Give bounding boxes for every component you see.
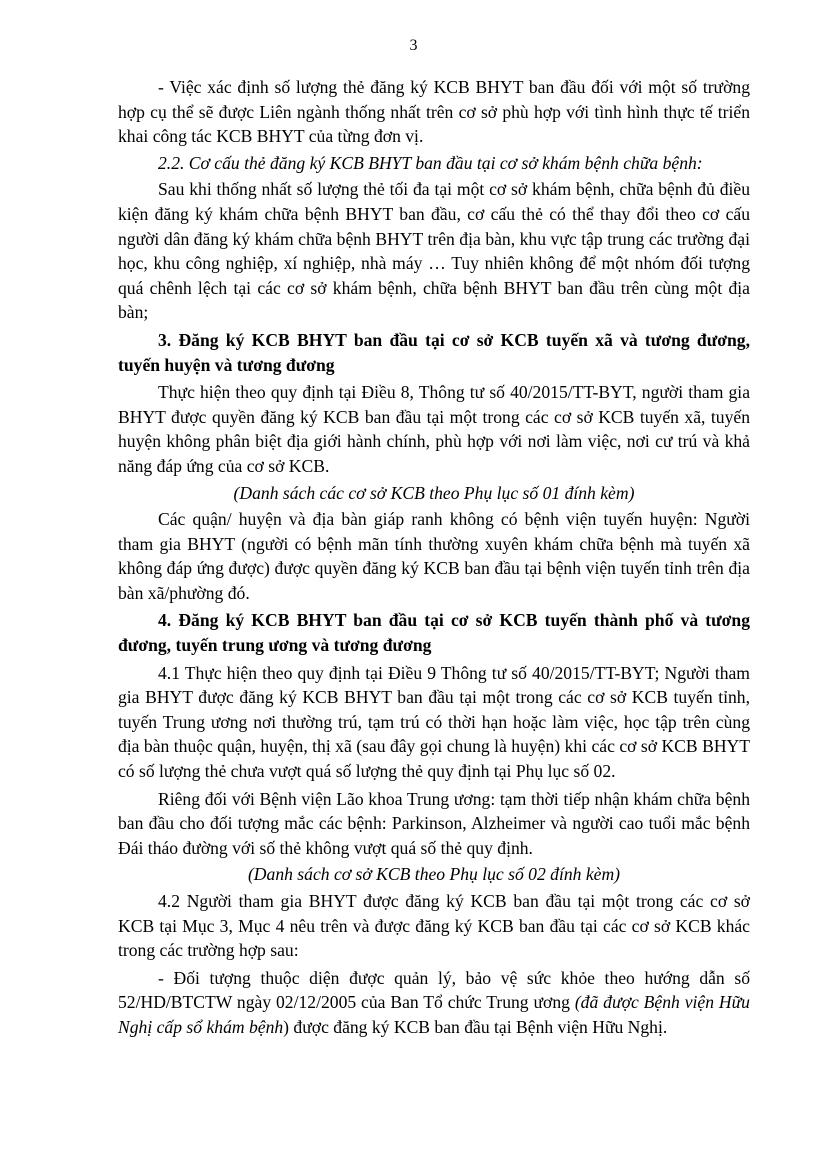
huu-nghi-text-start: - Đối tượng thuộc diện được quản lý, bảo vệ sức khỏe theo hướng dẫn số 52/HD/BTCTW ngày 02/12/2005 của Ban Tổ chức Trung ương: [118, 967, 750, 1013]
document-body: [118, 75, 750, 1040]
page-number: 3: [409, 37, 418, 54]
paragraph-4-2: 4.2 Người tham gia BHYT được đăng ký KCB ban đầu tại một trong các cơ sở KCB tại Mục 3, Mục 4 nêu trên và được đăng ký KCB ban đầu tại các cơ sở KCB khác trong các trường hợp sau:: [118, 891, 750, 961]
huu-nghi-text-italic: (đã được Bệnh viện Hữu Nghị cấp sổ khám bệnh: [118, 992, 750, 1037]
paragraph-huu-nghi: [118, 966, 750, 1040]
paragraph-card-structure: Sau khi thống nhất số lượng thẻ tối đa tại một cơ sở khám bệnh, chữa bệnh đủ điều kiện đăng ký khám chữa bệnh BHYT ban đầu, cơ cấu thẻ có thể thay đổi theo cơ cấu người dân đăng ký khám chữa bệnh BHYT trên địa bàn, khu vực tập trung các trường đại học, khu công nghiệp, xí nghiệp, nhà máy … Tuy nhiên không để một nhóm đối tượng quá chênh lệch tại các cơ sở khám bệnh, chữa bệnh BHYT ban đầu trên cùng một địa bàn;: [118, 179, 750, 323]
paragraph-geriatric-hospital: Riêng đối với Bệnh viện Lão khoa Trung ương: tạm thời tiếp nhận khám chữa bệnh ban đầu cho đối tượng mắc các bệnh: Parkinson, Alzheimer và người cao tuổi mắc bệnh Đái tháo đường với số thẻ không vượt quá số thẻ quy định.: [118, 788, 750, 858]
paragraph-bhyt-card-count: - Việc xác định số lượng thẻ đăng ký KCB BHYT ban đầu đối với một số trường hợp cụ thể sẽ được Liên ngành thống nhất trên cơ sở phù hợp với tình hình thực tế triển khai công tác KCB BHYT của từng đơn vị.: [118, 77, 750, 147]
paragraph-border-districts: Các quận/ huyện và địa bàn giáp ranh không có bệnh viện tuyến huyện: Người tham gia BHYT (người có bệnh mãn tính thường xuyên khám chữa bệnh mà tuyến xã không đáp ứng được) được quyền đăng ký KCB ban đầu tại bệnh viện tuyến tỉnh trên địa bàn xã/phường đó.: [118, 509, 750, 603]
huu-nghi-text-end: ) được đăng ký KCB ban đầu tại Bệnh viện Hữu Nghị.: [283, 1016, 668, 1037]
heading-2-2: 2.2. Cơ cấu thẻ đăng ký KCB BHYT ban đầu tại cơ sở khám bệnh chữa bệnh:: [158, 152, 703, 173]
paragraph-article-8: Thực hiện theo quy định tại Điều 8, Thông tư số 40/2015/TT-BYT, người tham gia BHYT được quyền đăng ký KCB ban đầu tại một trong các cơ sở KCB tuyến xã, tuyến huyện không phân biệt địa giới hành chính, phù hợp với nơi làm việc, nơi cư trú và khả năng đáp ứng của cơ sở KCB.: [118, 382, 750, 476]
paragraph-4-1: 4.1 Thực hiện theo quy định tại Điều 9 Thông tư số 40/2015/TT-BYT; Người tham gia BHYT được đăng ký KCB BHYT ban đầu tại một trong các cơ sở KCB tuyến tỉnh, tuyến Trung ương nơi thường trú, tạm trú có thời hạn hoặc làm việc, học tập trên cùng địa bàn thuộc quận, huyện, thị xã (sau đây gọi chung là huyện) khi các cơ sở KCB BHYT có số lượng thẻ chưa vượt quá số lượng thẻ quy định tại Phụ lục số 02.: [118, 662, 750, 782]
heading-4: 4. Đăng ký KCB BHYT ban đầu tại cơ sở KCB tuyến thành phố và tương đương, tuyến trung ương và tương đương: [118, 610, 750, 656]
note-appendix-02: (Danh sách cơ sở KCB theo Phụ lục số 02 đính kèm): [247, 864, 621, 885]
heading-3: 3. Đăng ký KCB BHYT ban đầu tại cơ sở KCB tuyến xã và tương đương, tuyến huyện và tương đương: [118, 329, 750, 375]
note-appendix-01: (Danh sách các cơ sở KCB theo Phụ lục số 01 đính kèm): [233, 482, 635, 503]
